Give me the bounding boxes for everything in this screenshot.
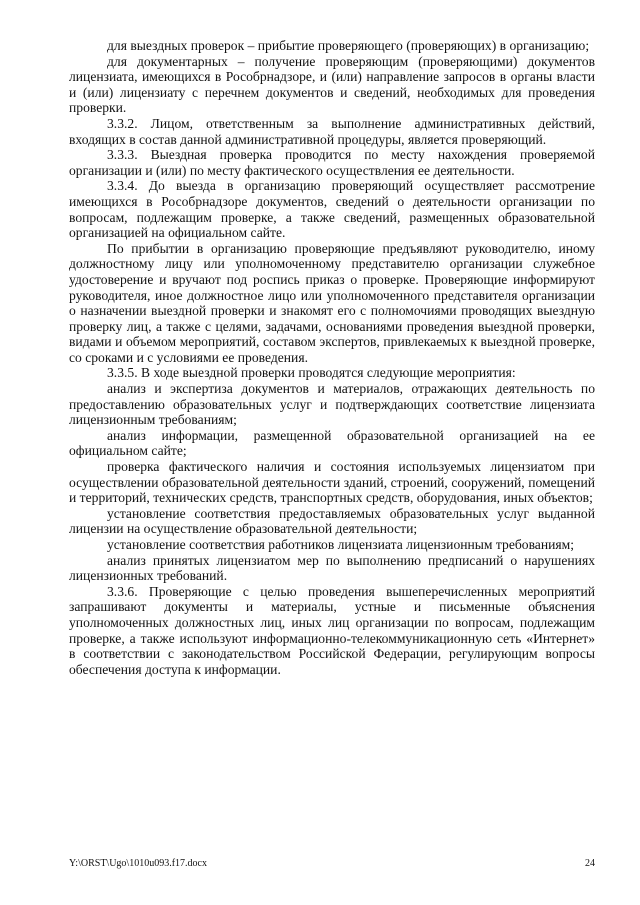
paragraph: 3.3.3. Выездная проверка проводится по месту нахождения проверяемой организации и (или) по месту фактического осуществления ее деятельности. — [69, 147, 595, 178]
paragraph: 3.3.4. До выезда в организацию проверяющий осуществляет рассмотрение имеющихся в Рособрнадзоре документов, сведений о деятельности организации по вопросам, подлежащим проверке, а также сведений, размещенных образовательной организацией на официальном сайте. — [69, 178, 595, 241]
document-body — [69, 38, 595, 677]
paragraph: По прибытии в организацию проверяющие предъявляют руководителю, иному должностному лицу или уполномоченному представителю организации служебное удостоверение и вручают под роспись приказ о проверке. Проверяющие информируют руководителя, иное должностное лицо или уполномоченного представителя организации о назначении выездной проверки и знакомят его с полномочиями проводящих выездную проверку лиц, а также с целями, задачами, основаниями проведения выездной проверки, видами и объемом мероприятий, составом экспертов, привлекаемых к выездной проверке, со сроками и с условиями ее проведения. — [69, 240, 595, 365]
paragraph: установление соответствия предоставляемых образовательных услуг выданной лицензии на осуществление образовательной деятельности; — [69, 505, 595, 537]
file-path: Y:\ORST\Ugo\1010u093.f17.docx — [69, 858, 207, 869]
paragraph: анализ принятых лицензиатом мер по выполнению предписаний о нарушениях лицензионных требований. — [69, 552, 595, 584]
paragraph: установление соответствия работников лицензиата лицензионным требованиям; — [107, 537, 575, 552]
page-number: 24 — [585, 858, 595, 869]
paragraph: для документарных – получение проверяющим (проверяющими) документов лицензиата, имеющихся в Рособрнадзоре, и (или) направление запросов в органы власти и (или) лицензиату с перечнем документов и сведений, необходимых для проведения проверки. — [69, 53, 595, 116]
paragraph: анализ информации, размещенной образовательной организацией на ее официальном сайте; — [69, 427, 595, 459]
paragraph: 3.3.5. В ходе выездной проверки проводятся следующие мероприятия: — [107, 365, 516, 381]
paragraph: анализ и экспертиза документов и материалов, отражающих деятельность по предоставлению образовательных услуг и подтверждающих соответствие лицензиата лицензионным требованиям; — [69, 381, 595, 428]
paragraph: проверка фактического наличия и состояния используемых лицензиатом при осуществлении образовательной деятельности зданий, строений, сооружений, помещений и территорий, технических средств, транспортных средств, оборудования, иных объектов; — [69, 459, 595, 506]
paragraph: 3.3.2. Лицом, ответственным за выполнение административных действий, входящих в состав данной административной процедуры, является проверяющий. — [69, 115, 595, 147]
paragraph: 3.3.6. Проверяющие с целью проведения вышеперечисленных мероприятий запрашивают документы и материалы, устные и письменные объяснения уполномоченных должностных лиц, иных лиц организации по вопросам, подлежащим проверке, а также используют информационно-телекоммуникационную сеть «Интернет» в соответствии с законодательством Российской Федерации, регулирующим вопросы обеспечения доступа к информации. — [69, 583, 595, 677]
paragraph: для выездных проверок – прибытие проверяющего (проверяющих) в организацию; — [107, 38, 590, 53]
